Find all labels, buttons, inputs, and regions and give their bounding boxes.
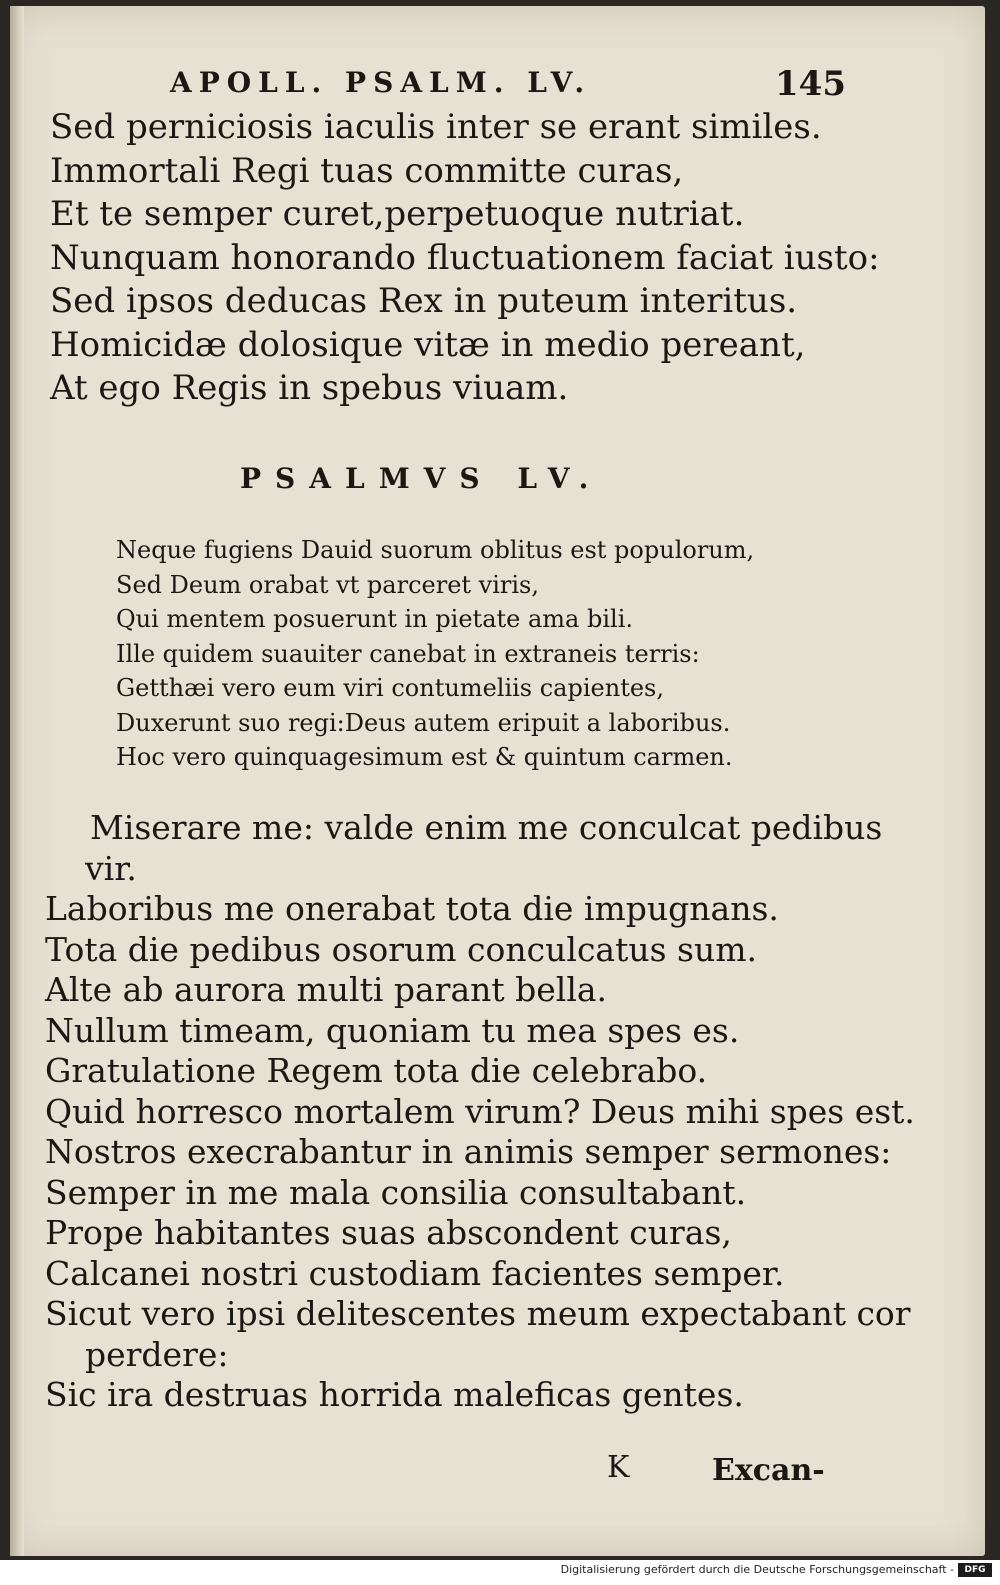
verse-line: Semper in me mala consilia consultabant. — [45, 1172, 747, 1212]
verse-line: Sic ira destruas horrida maleficas gentes. — [45, 1375, 744, 1414]
psalm-verses-block — [45, 808, 915, 1416]
verse-line: Gratulatione Regem tota die celebrabo. — [45, 1051, 708, 1090]
verse-line-continuation: vir. — [85, 848, 137, 888]
verse-line: Nostros execrabantur in animis semper sermones: — [45, 1132, 892, 1171]
page-gutter — [10, 6, 24, 1556]
verse-line: At ego Regis in spebus viuam. — [50, 368, 569, 408]
verse-line: Homicidæ dolosique vitæ in medio pereant, — [50, 324, 806, 365]
verse-line: Alte ab aurora multi parant bella. — [45, 970, 608, 1009]
top-verses-block — [50, 106, 880, 411]
verse-line: Sed ipsos deducas Rex in puteum interitus. — [50, 281, 798, 321]
argument-line: Duxerunt suo regi:Deus autem eripuit a laboribus. — [116, 708, 731, 737]
argument-line: Hoc vero quinquagesimum est & quintum carmen. — [116, 743, 733, 771]
page-number: 145 — [775, 64, 846, 104]
verse-line: Calcanei nostri custodiam facientes semper. — [45, 1253, 785, 1293]
verse-line: Miserare me: valde enim me conculcat pedibus — [90, 808, 883, 847]
argument-line: Sed Deum orabat vt parceret viris, — [116, 570, 539, 599]
verse-line: Nunquam honorando fluctuationem faciat iusto: — [50, 237, 880, 278]
dfg-logo-icon: DFG — [958, 1563, 992, 1577]
credit-text: Digitalisierung gefördert durch die Deutsche Forschungsgemeinschaft - — [560, 1563, 954, 1576]
verse-line: Quid horresco mortalem virum? Deus mihi spes est. — [45, 1091, 915, 1131]
argument-line: Ille quidem suauiter canebat in extraneis terris: — [116, 639, 700, 668]
argument-line: Qui mentem posuerunt in pietate ama bili. — [116, 605, 633, 633]
verse-line: Nullum timeam, quoniam tu mea spes es. — [45, 1010, 740, 1050]
verse-line: Sed perniciosis iaculis inter se erant similes. — [50, 107, 822, 147]
verse-line: Laboribus me onerabat tota die impugnans. — [45, 889, 779, 928]
verse-line-continuation: perdere: — [85, 1334, 229, 1374]
running-head: APOLL. PSALM. LV. — [170, 66, 592, 99]
argument-block — [116, 533, 754, 775]
signature-mark: K — [607, 1450, 630, 1485]
argument-line: Neque fugiens Dauid suorum oblitus est populorum, — [116, 536, 755, 564]
verse-line: Sicut vero ipsi delitescentes meum expectabant cor — [45, 1294, 911, 1333]
catchword: Excan- — [712, 1453, 825, 1488]
verse-line: Immortali Regi tuas committe curas, — [50, 150, 684, 191]
psalm-title: PSALMVS LV. — [240, 462, 603, 495]
verse-line: Prope habitantes suas abscondent curas, — [45, 1213, 732, 1252]
verse-line: Tota die pedibus osorum conculcatus sum. — [45, 929, 758, 969]
page-header — [170, 62, 870, 106]
verse-line: Et te semper curet,perpetuoque nutriat. — [50, 194, 745, 234]
argument-line: Getthæi vero eum viri contumeliis capientes, — [116, 674, 664, 702]
